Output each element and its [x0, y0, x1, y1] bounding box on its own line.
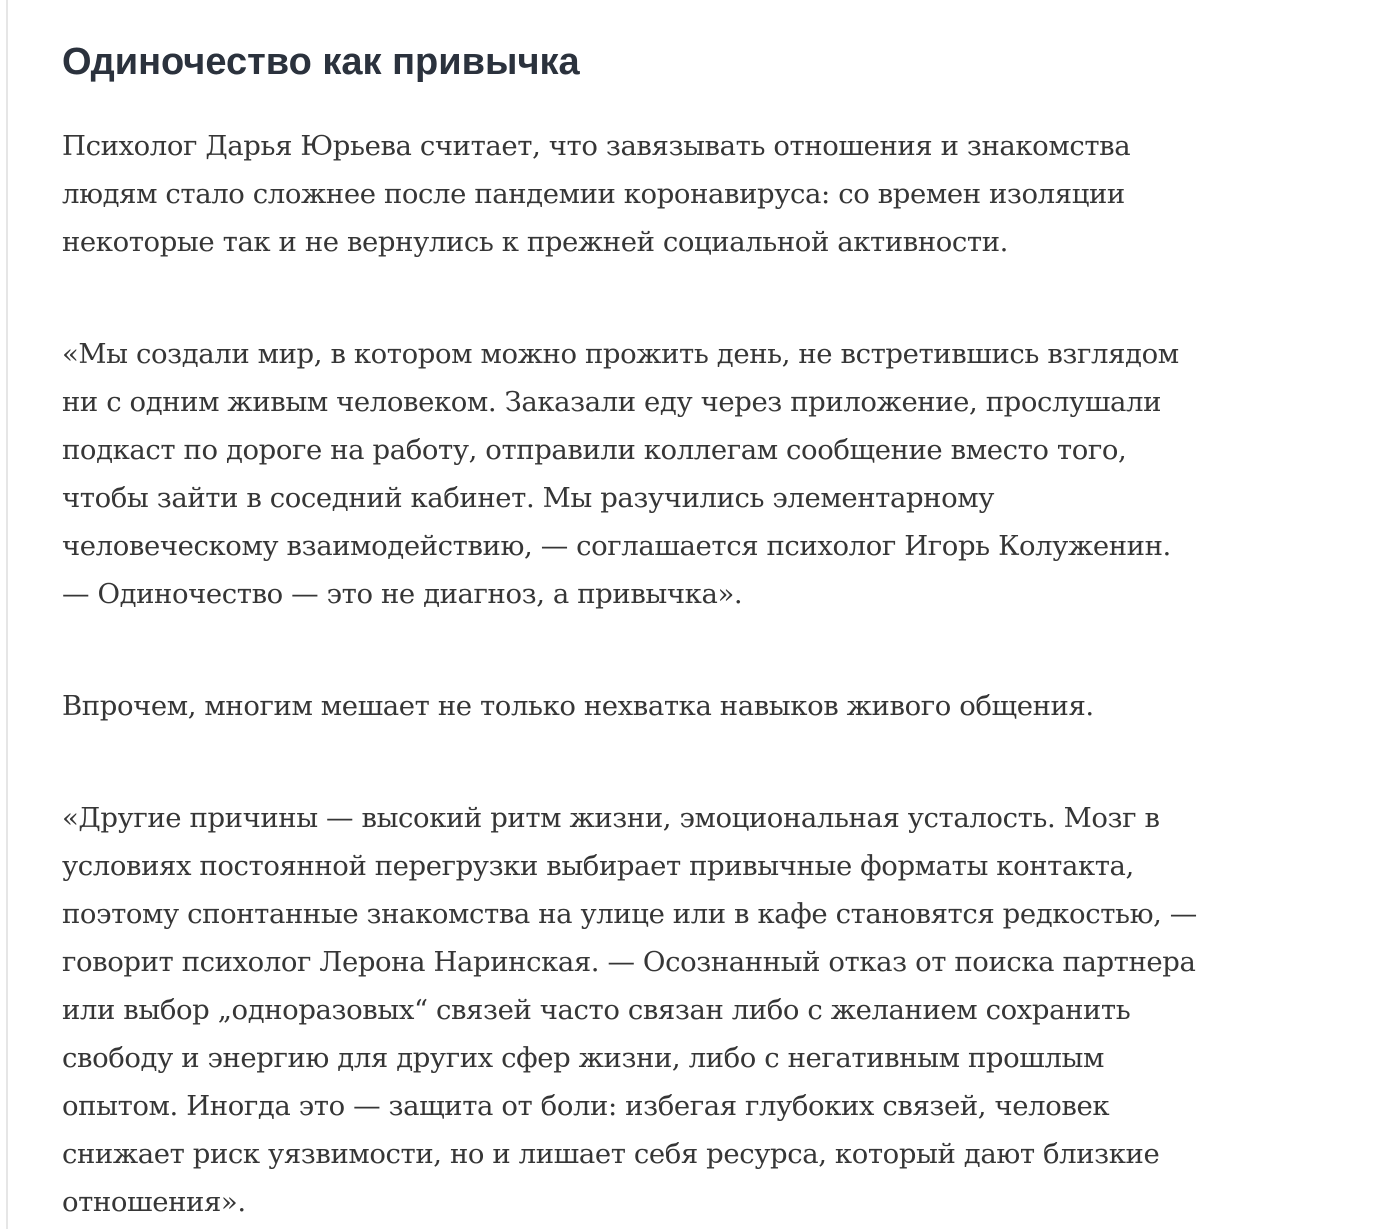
text-line: чтобы зайти в соседний кабинет. Мы разучились элементарному — [62, 482, 995, 514]
text-line: опытом. Иногда это — защита от боли: избегая глубоких связей, человек — [62, 1090, 1110, 1122]
text-line: подкаст по дороге на работу, отправили коллегам сообщение вместо того, — [62, 434, 1127, 466]
text-line: снижает риск уязвимости, но и лишает себя ресурса, который дают близкие — [62, 1138, 1160, 1170]
text-line: свободу и энергию для других сфер жизни, либо с негативным прошлым — [62, 1042, 1104, 1074]
text-line: — Одиночество — это не диагноз, а привычка». — [62, 578, 743, 610]
text-line: «Другие причины — высокий ритм жизни, эмоциональная усталость. Мозг в — [62, 802, 1160, 834]
text-line: Психолог Дарья Юрьева считает, что завязывать отношения и знакомства — [62, 130, 1131, 162]
text-line: условиях постоянной перегрузки выбирает привычные форматы контакта, — [62, 850, 1134, 882]
paragraph-4-quote — [62, 794, 1372, 1226]
text-line: Впрочем, многим мешает не только нехватка навыков живого общения. — [62, 690, 1094, 722]
left-border-line — [6, 0, 8, 1229]
text-line: поэтому спонтанные знакомства на улице или в кафе становятся редкостью, — — [62, 898, 1197, 930]
text-line: отношения». — [62, 1186, 246, 1218]
article-body — [62, 36, 1372, 1226]
paragraph-2-quote — [62, 330, 1372, 618]
text-line: говорит психолог Лерона Наринская. — Осознанный отказ от поиска партнера — [62, 946, 1196, 978]
text-line: или выбор „одноразовых“ связей часто связан либо с желанием сохранить — [62, 994, 1131, 1026]
section-heading: Одиночество как привычка — [62, 41, 580, 83]
paragraph-1 — [62, 122, 1372, 266]
text-line: некоторые так и не вернулись к прежней социальной активности. — [62, 226, 1009, 258]
paragraph-3 — [62, 682, 1372, 730]
text-line: «Мы создали мир, в котором можно прожить день, не встретившись взглядом — [62, 338, 1179, 370]
text-line: ни с одним живым человеком. Заказали еду через приложение, прослушали — [62, 386, 1162, 418]
text-line: людям стало сложнее после пандемии коронавируса: со времен изоляции — [62, 178, 1125, 210]
text-line: человеческому взаимодействию, — соглашается психолог Игорь Колуженин. — [62, 530, 1171, 562]
